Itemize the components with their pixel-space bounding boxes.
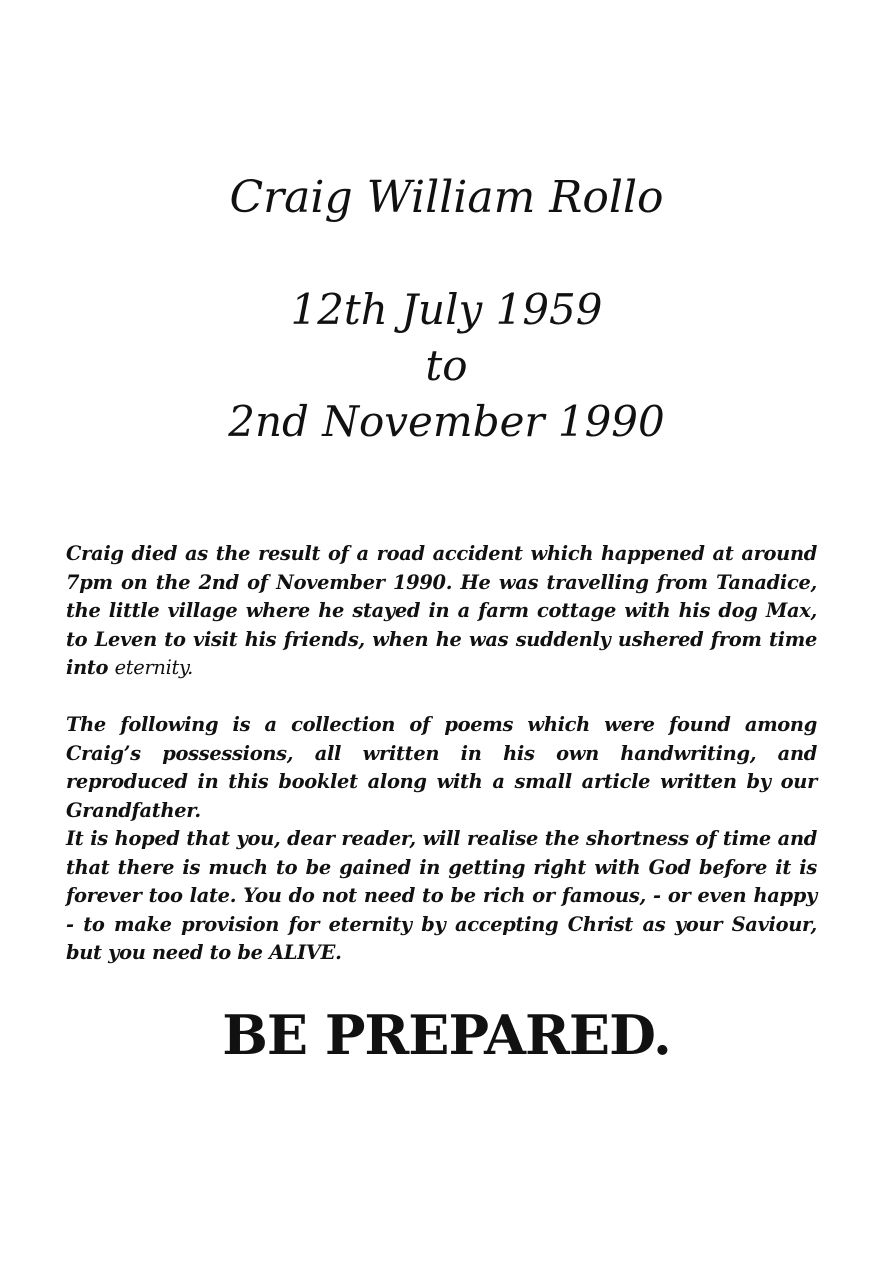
death-date: 2nd November 1990	[228, 397, 665, 446]
paragraph-appeal: It is hoped that you, dear reader, will realise the shortness of time and that there is much to be gained in getting right with God before it is forever too late. You do not need to be rich or famous, - or even happy - to make provision for eternity by accepting Christ as your Saviour, but you need to be ALIVE.	[66, 827, 817, 965]
date-separator: to	[425, 341, 468, 390]
paragraph-accident	[66, 540, 817, 683]
birth-date: 12th July 1959	[290, 285, 603, 334]
memorial-name: Craig William Rollo	[229, 172, 664, 223]
memorial-dates	[0, 282, 893, 450]
paragraph-poems: The following is a collection of poems which were found among Craig’s possessions, all written in his own handwriting, and reproduced in this booklet along with a small article written by our Grandfather.	[66, 713, 817, 822]
paragraph-accident-main: Craig died as the result of a road accident which happened at around 7pm on the 2nd of November 1990. He was travelling from Tanadice, the little village where he stayed in a farm cottage with his dog Max, to Leven to visit his friends, when he was suddenly ushered from time into	[66, 542, 817, 680]
paragraph-accident-end: eternity.	[114, 656, 193, 680]
tagline-heading: BE PREPARED.	[222, 1003, 671, 1067]
